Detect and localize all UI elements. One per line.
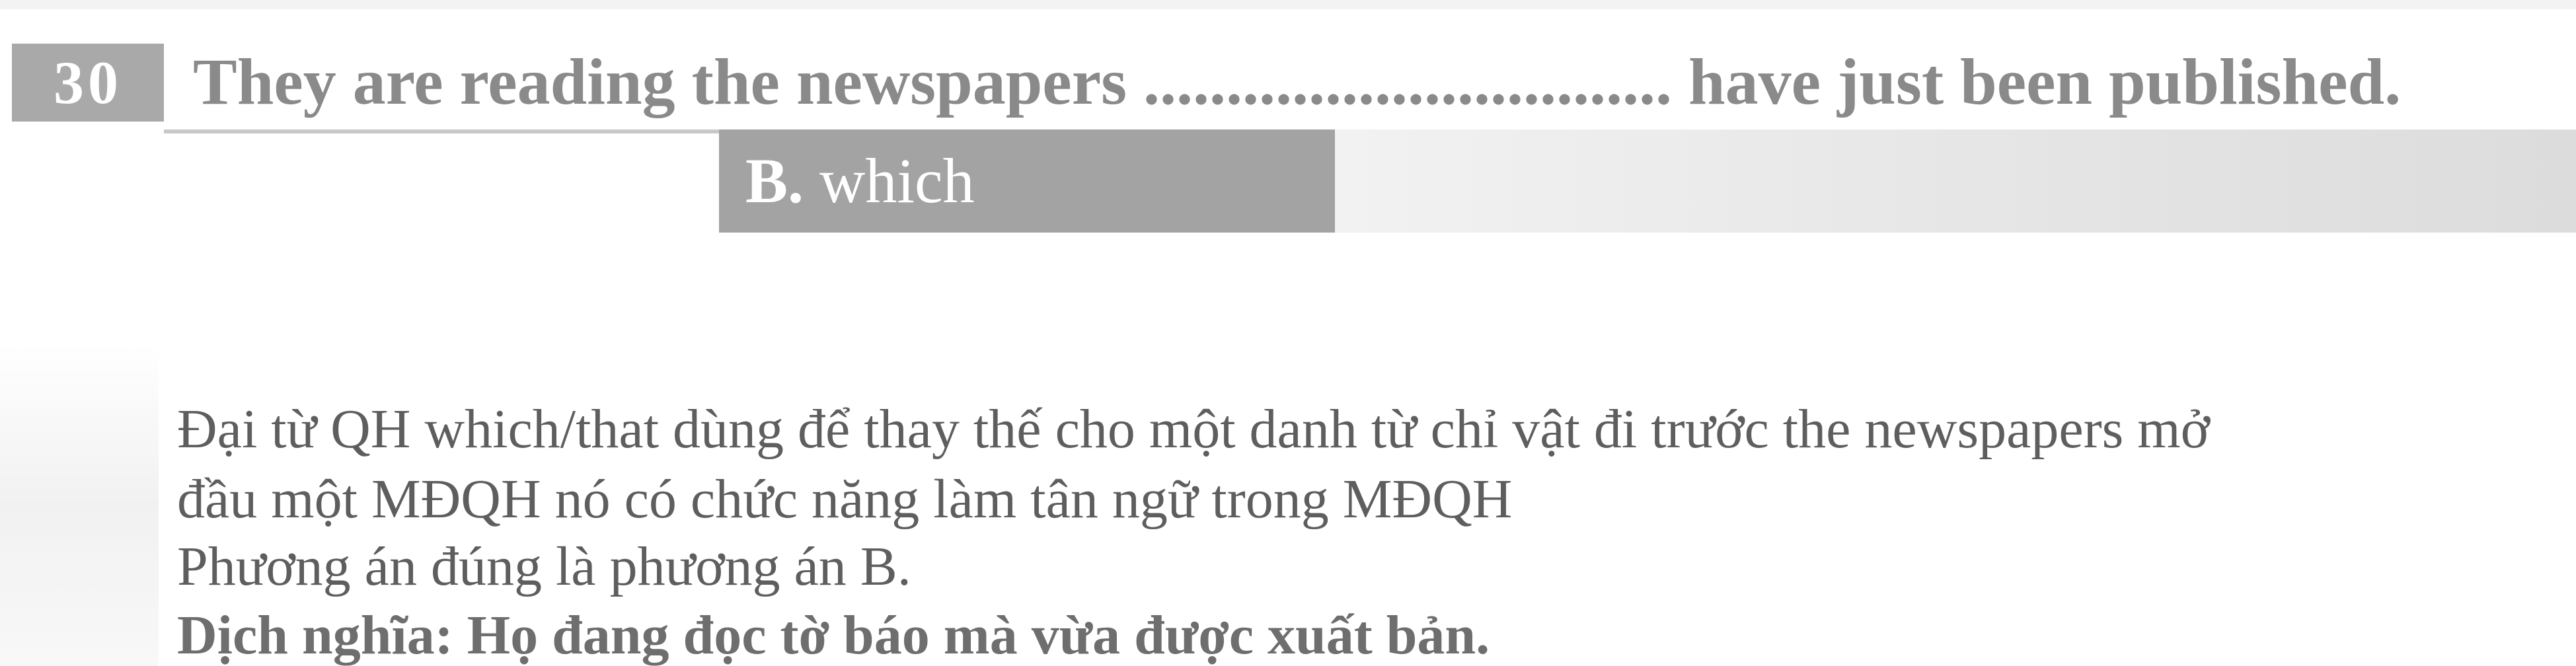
answer-label: [745, 143, 975, 219]
question-text: They are reading the newspapers ................................ have just been published.: [193, 45, 2402, 118]
question-number: 30: [12, 44, 164, 122]
scan-margin: [0, 344, 159, 666]
answer-letter: B.: [745, 145, 804, 216]
answer-bar-tail: [1335, 130, 2576, 233]
translation: Dịch nghĩa: Họ đang đọc tờ báo mà vừa được xuất bản.: [177, 605, 1490, 666]
explanation-line-1: Đại từ QH which/that dùng để thay thế cho một danh từ chỉ vật đi trước the newspapers mở: [177, 398, 2211, 460]
answer-box: [719, 130, 1335, 233]
explanation-line-3: Phương án đúng là phương án B.: [177, 536, 911, 597]
answer-value: which: [819, 145, 975, 216]
explanation-line-2: đầu một MĐQH nó có chức năng làm tân ngữ trong MĐQH: [177, 468, 1513, 530]
top-rule: [0, 0, 2576, 9]
